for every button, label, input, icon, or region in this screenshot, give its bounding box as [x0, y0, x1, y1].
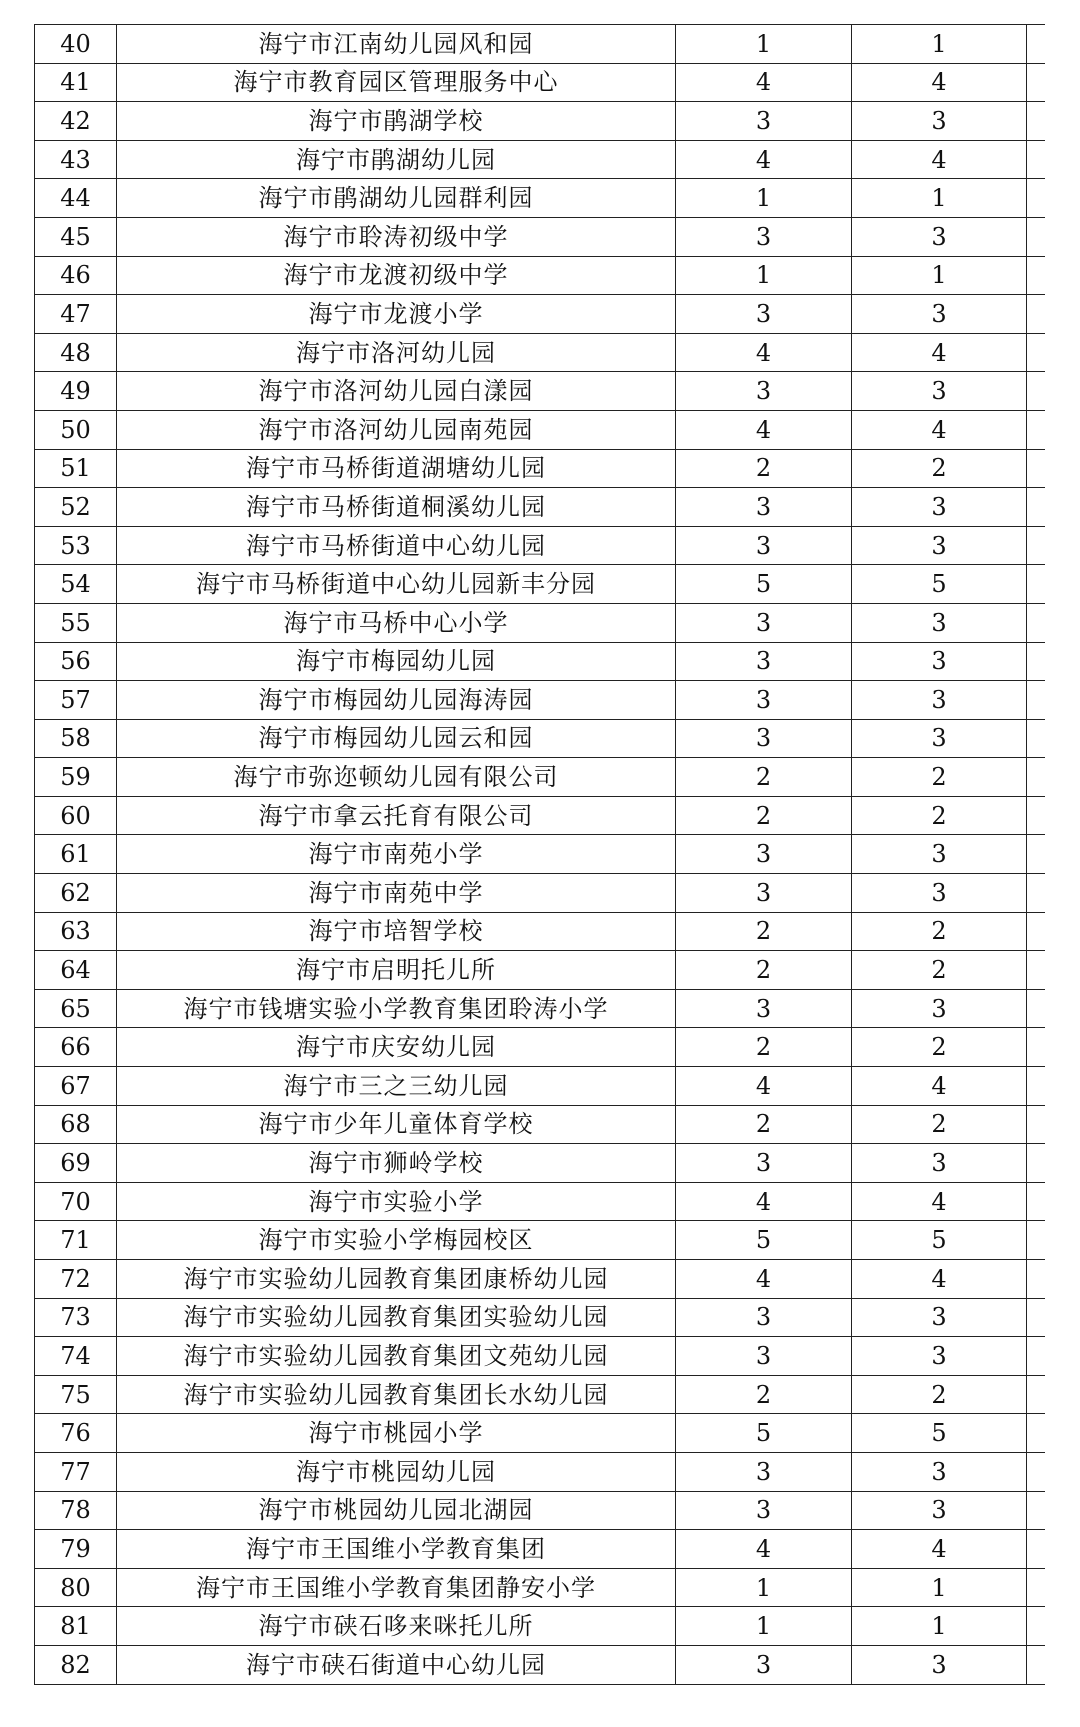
table-row: [35, 333, 1045, 372]
value-a-cell: 3: [676, 1298, 852, 1337]
table-edge-cell: [1027, 1298, 1045, 1337]
row-number-cell: 54: [35, 565, 117, 604]
unit-name-cell: 海宁市桃园小学: [117, 1414, 676, 1453]
value-a-cell: 1: [676, 1568, 852, 1607]
row-number-cell: 63: [35, 912, 117, 951]
row-number-cell: 66: [35, 1028, 117, 1067]
table-row: [35, 25, 1045, 64]
table-edge-cell: [1027, 642, 1045, 681]
value-b-cell: 3: [852, 989, 1027, 1028]
value-b-cell: 1: [852, 1568, 1027, 1607]
value-a-cell: 3: [676, 1645, 852, 1684]
table-edge-cell: [1027, 333, 1045, 372]
table-edge-cell: [1027, 1144, 1045, 1183]
row-number-cell: 69: [35, 1144, 117, 1183]
unit-name-cell: 海宁市钱塘实验小学教育集团聆涛小学: [117, 989, 676, 1028]
unit-name-cell: 海宁市鹃湖学校: [117, 102, 676, 141]
table-row: [35, 1260, 1045, 1299]
unit-name-cell: 海宁市王国维小学教育集团静安小学: [117, 1568, 676, 1607]
value-a-cell: 4: [676, 1260, 852, 1299]
unit-name-cell: 海宁市三之三幼儿园: [117, 1067, 676, 1106]
row-number-cell: 53: [35, 526, 117, 565]
value-b-cell: 3: [852, 295, 1027, 334]
value-b-cell: 1: [852, 1607, 1027, 1646]
unit-name-cell: 海宁市拿云托育有限公司: [117, 796, 676, 835]
document-sheet: [34, 24, 1044, 1685]
value-a-cell: 2: [676, 1028, 852, 1067]
value-a-cell: 3: [676, 1491, 852, 1530]
table-row: [35, 642, 1045, 681]
value-a-cell: 3: [676, 526, 852, 565]
table-edge-cell: [1027, 102, 1045, 141]
row-number-cell: 40: [35, 25, 117, 64]
row-number-cell: 82: [35, 1645, 117, 1684]
unit-name-cell: 海宁市南苑中学: [117, 874, 676, 913]
value-b-cell: 3: [852, 1337, 1027, 1376]
unit-name-cell: 海宁市梅园幼儿园云和园: [117, 719, 676, 758]
unit-name-cell: 海宁市实验幼儿园教育集团长水幼儿园: [117, 1375, 676, 1414]
table-row: [35, 1607, 1045, 1646]
value-b-cell: 3: [852, 874, 1027, 913]
unit-name-cell: 海宁市鹃湖幼儿园: [117, 140, 676, 179]
value-b-cell: 2: [852, 1375, 1027, 1414]
table-edge-cell: [1027, 1452, 1045, 1491]
value-a-cell: 2: [676, 1105, 852, 1144]
value-b-cell: 3: [852, 1144, 1027, 1183]
value-a-cell: 1: [676, 256, 852, 295]
unit-name-cell: 海宁市马桥街道桐溪幼儿园: [117, 488, 676, 527]
unit-name-cell: 海宁市龙渡初级中学: [117, 256, 676, 295]
unit-name-cell: 海宁市桃园幼儿园北湖园: [117, 1491, 676, 1530]
table-edge-cell: [1027, 1530, 1045, 1569]
table-row: [35, 1221, 1045, 1260]
value-a-cell: 3: [676, 372, 852, 411]
table-row: [35, 217, 1045, 256]
value-b-cell: 4: [852, 333, 1027, 372]
value-a-cell: 3: [676, 719, 852, 758]
table-row: [35, 1491, 1045, 1530]
table-edge-cell: [1027, 140, 1045, 179]
value-a-cell: 4: [676, 140, 852, 179]
value-a-cell: 4: [676, 1182, 852, 1221]
row-number-cell: 77: [35, 1452, 117, 1491]
unit-name-cell: 海宁市马桥街道中心幼儿园新丰分园: [117, 565, 676, 604]
value-b-cell: 5: [852, 565, 1027, 604]
value-b-cell: 4: [852, 410, 1027, 449]
table-edge-cell: [1027, 256, 1045, 295]
value-a-cell: 3: [676, 488, 852, 527]
table-row: [35, 1375, 1045, 1414]
table-edge-cell: [1027, 1105, 1045, 1144]
table-row: [35, 102, 1045, 141]
unit-name-cell: 海宁市硖石哆来咪托儿所: [117, 1607, 676, 1646]
table-row: [35, 603, 1045, 642]
table-edge-cell: [1027, 603, 1045, 642]
value-a-cell: 3: [676, 295, 852, 334]
table-row: [35, 295, 1045, 334]
row-number-cell: 68: [35, 1105, 117, 1144]
table-edge-cell: [1027, 25, 1045, 64]
unit-name-cell: 海宁市梅园幼儿园海涛园: [117, 681, 676, 720]
row-number-cell: 73: [35, 1298, 117, 1337]
table-row: [35, 912, 1045, 951]
value-b-cell: 1: [852, 256, 1027, 295]
row-number-cell: 48: [35, 333, 117, 372]
row-number-cell: 49: [35, 372, 117, 411]
row-number-cell: 80: [35, 1568, 117, 1607]
table-edge-cell: [1027, 1568, 1045, 1607]
table-edge-cell: [1027, 488, 1045, 527]
value-b-cell: 3: [852, 526, 1027, 565]
value-a-cell: 2: [676, 758, 852, 797]
table-row: [35, 1645, 1045, 1684]
table-edge-cell: [1027, 1221, 1045, 1260]
table-row: [35, 796, 1045, 835]
table-row: [35, 1144, 1045, 1183]
unit-name-cell: 海宁市实验小学梅园校区: [117, 1221, 676, 1260]
value-b-cell: 4: [852, 140, 1027, 179]
table-row: [35, 1298, 1045, 1337]
value-a-cell: 2: [676, 951, 852, 990]
value-b-cell: 3: [852, 681, 1027, 720]
value-a-cell: 3: [676, 603, 852, 642]
row-number-cell: 56: [35, 642, 117, 681]
table-edge-cell: [1027, 796, 1045, 835]
value-a-cell: 3: [676, 989, 852, 1028]
unit-name-cell: 海宁市硖石街道中心幼儿园: [117, 1645, 676, 1684]
value-a-cell: 3: [676, 642, 852, 681]
row-number-cell: 60: [35, 796, 117, 835]
unit-name-cell: 海宁市实验幼儿园教育集团康桥幼儿园: [117, 1260, 676, 1299]
table-row: [35, 140, 1045, 179]
table-row: [35, 1067, 1045, 1106]
row-number-cell: 71: [35, 1221, 117, 1260]
value-b-cell: 3: [852, 1298, 1027, 1337]
row-number-cell: 42: [35, 102, 117, 141]
value-a-cell: 5: [676, 1414, 852, 1453]
unit-name-cell: 海宁市实验幼儿园教育集团实验幼儿园: [117, 1298, 676, 1337]
value-a-cell: 3: [676, 102, 852, 141]
value-b-cell: 2: [852, 951, 1027, 990]
unit-name-cell: 海宁市培智学校: [117, 912, 676, 951]
data-table: [34, 24, 1045, 1685]
row-number-cell: 67: [35, 1067, 117, 1106]
row-number-cell: 47: [35, 295, 117, 334]
value-a-cell: 2: [676, 449, 852, 488]
table-edge-cell: [1027, 217, 1045, 256]
row-number-cell: 75: [35, 1375, 117, 1414]
table-row: [35, 565, 1045, 604]
unit-name-cell: 海宁市洛河幼儿园: [117, 333, 676, 372]
value-b-cell: 3: [852, 1645, 1027, 1684]
row-number-cell: 61: [35, 835, 117, 874]
unit-name-cell: 海宁市少年儿童体育学校: [117, 1105, 676, 1144]
table-edge-cell: [1027, 372, 1045, 411]
row-number-cell: 76: [35, 1414, 117, 1453]
value-b-cell: 3: [852, 1452, 1027, 1491]
value-b-cell: 3: [852, 1491, 1027, 1530]
table-edge-cell: [1027, 1607, 1045, 1646]
value-a-cell: 4: [676, 1067, 852, 1106]
table-row: [35, 1105, 1045, 1144]
unit-name-cell: 海宁市狮岭学校: [117, 1144, 676, 1183]
table-edge-cell: [1027, 63, 1045, 102]
value-a-cell: 2: [676, 1375, 852, 1414]
value-a-cell: 3: [676, 1452, 852, 1491]
table-row: [35, 1337, 1045, 1376]
row-number-cell: 51: [35, 449, 117, 488]
value-b-cell: 3: [852, 642, 1027, 681]
table-row: [35, 63, 1045, 102]
row-number-cell: 81: [35, 1607, 117, 1646]
row-number-cell: 79: [35, 1530, 117, 1569]
row-number-cell: 65: [35, 989, 117, 1028]
table-row: [35, 874, 1045, 913]
unit-name-cell: 海宁市马桥中心小学: [117, 603, 676, 642]
table-edge-cell: [1027, 835, 1045, 874]
table-row: [35, 526, 1045, 565]
unit-name-cell: 海宁市江南幼儿园风和园: [117, 25, 676, 64]
value-b-cell: 4: [852, 1182, 1027, 1221]
table-edge-cell: [1027, 565, 1045, 604]
value-a-cell: 1: [676, 25, 852, 64]
value-a-cell: 4: [676, 410, 852, 449]
table-edge-cell: [1027, 1414, 1045, 1453]
unit-name-cell: 海宁市龙渡小学: [117, 295, 676, 334]
unit-name-cell: 海宁市梅园幼儿园: [117, 642, 676, 681]
table-edge-cell: [1027, 1645, 1045, 1684]
table-edge-cell: [1027, 1067, 1045, 1106]
row-number-cell: 45: [35, 217, 117, 256]
value-b-cell: 4: [852, 1067, 1027, 1106]
table-edge-cell: [1027, 1260, 1045, 1299]
value-a-cell: 3: [676, 1337, 852, 1376]
value-b-cell: 2: [852, 758, 1027, 797]
row-number-cell: 70: [35, 1182, 117, 1221]
value-a-cell: 3: [676, 681, 852, 720]
table-row: [35, 256, 1045, 295]
value-b-cell: 1: [852, 25, 1027, 64]
table-row: [35, 681, 1045, 720]
row-number-cell: 59: [35, 758, 117, 797]
value-a-cell: 5: [676, 565, 852, 604]
value-b-cell: 1: [852, 179, 1027, 218]
row-number-cell: 50: [35, 410, 117, 449]
row-number-cell: 46: [35, 256, 117, 295]
table-row: [35, 372, 1045, 411]
row-number-cell: 41: [35, 63, 117, 102]
value-a-cell: 3: [676, 835, 852, 874]
unit-name-cell: 海宁市马桥街道湖塘幼儿园: [117, 449, 676, 488]
table-edge-cell: [1027, 912, 1045, 951]
value-a-cell: 5: [676, 1221, 852, 1260]
unit-name-cell: 海宁市洛河幼儿园白漾园: [117, 372, 676, 411]
table-row: [35, 410, 1045, 449]
value-b-cell: 4: [852, 1530, 1027, 1569]
unit-name-cell: 海宁市庆安幼儿园: [117, 1028, 676, 1067]
table-row: [35, 449, 1045, 488]
unit-name-cell: 海宁市聆涛初级中学: [117, 217, 676, 256]
row-number-cell: 43: [35, 140, 117, 179]
table-row: [35, 951, 1045, 990]
unit-name-cell: 海宁市洛河幼儿园南苑园: [117, 410, 676, 449]
row-number-cell: 74: [35, 1337, 117, 1376]
table-edge-cell: [1027, 526, 1045, 565]
value-b-cell: 5: [852, 1221, 1027, 1260]
table-edge-cell: [1027, 1028, 1045, 1067]
table-edge-cell: [1027, 1337, 1045, 1376]
unit-name-cell: 海宁市鹃湖幼儿园群利园: [117, 179, 676, 218]
unit-name-cell: 海宁市弥迩顿幼儿园有限公司: [117, 758, 676, 797]
unit-name-cell: 海宁市桃园幼儿园: [117, 1452, 676, 1491]
table-row: [35, 1452, 1045, 1491]
table-row: [35, 758, 1045, 797]
row-number-cell: 64: [35, 951, 117, 990]
value-b-cell: 2: [852, 796, 1027, 835]
value-b-cell: 3: [852, 603, 1027, 642]
row-number-cell: 44: [35, 179, 117, 218]
table-row: [35, 488, 1045, 527]
value-b-cell: 3: [852, 488, 1027, 527]
row-number-cell: 55: [35, 603, 117, 642]
unit-name-cell: 海宁市马桥街道中心幼儿园: [117, 526, 676, 565]
table-row: [35, 719, 1045, 758]
table-row: [35, 1530, 1045, 1569]
value-b-cell: 5: [852, 1414, 1027, 1453]
value-b-cell: 4: [852, 1260, 1027, 1299]
value-b-cell: 3: [852, 217, 1027, 256]
value-a-cell: 3: [676, 217, 852, 256]
table-row: [35, 1182, 1045, 1221]
value-a-cell: 2: [676, 796, 852, 835]
unit-name-cell: 海宁市实验幼儿园教育集团文苑幼儿园: [117, 1337, 676, 1376]
value-a-cell: 2: [676, 912, 852, 951]
row-number-cell: 58: [35, 719, 117, 758]
table-edge-cell: [1027, 295, 1045, 334]
table-edge-cell: [1027, 874, 1045, 913]
table-row: [35, 179, 1045, 218]
table-row: [35, 1028, 1045, 1067]
table-edge-cell: [1027, 758, 1045, 797]
row-number-cell: 52: [35, 488, 117, 527]
value-a-cell: 1: [676, 1607, 852, 1646]
value-a-cell: 4: [676, 1530, 852, 1569]
unit-name-cell: 海宁市实验小学: [117, 1182, 676, 1221]
table-edge-cell: [1027, 1491, 1045, 1530]
value-a-cell: 1: [676, 179, 852, 218]
unit-name-cell: 海宁市教育园区管理服务中心: [117, 63, 676, 102]
row-number-cell: 78: [35, 1491, 117, 1530]
value-b-cell: 2: [852, 449, 1027, 488]
value-b-cell: 3: [852, 835, 1027, 874]
row-number-cell: 72: [35, 1260, 117, 1299]
table-edge-cell: [1027, 951, 1045, 990]
table-row: [35, 1568, 1045, 1607]
row-number-cell: 62: [35, 874, 117, 913]
value-b-cell: 3: [852, 372, 1027, 411]
table-edge-cell: [1027, 719, 1045, 758]
value-a-cell: 3: [676, 1144, 852, 1183]
table-edge-cell: [1027, 1182, 1045, 1221]
table-edge-cell: [1027, 989, 1045, 1028]
value-b-cell: 4: [852, 63, 1027, 102]
table-body: [35, 25, 1045, 1685]
value-a-cell: 4: [676, 333, 852, 372]
value-b-cell: 2: [852, 1105, 1027, 1144]
row-number-cell: 57: [35, 681, 117, 720]
table-row: [35, 1414, 1045, 1453]
table-row: [35, 989, 1045, 1028]
table-row: [35, 835, 1045, 874]
unit-name-cell: 海宁市南苑小学: [117, 835, 676, 874]
unit-name-cell: 海宁市启明托儿所: [117, 951, 676, 990]
table-edge-cell: [1027, 410, 1045, 449]
value-a-cell: 3: [676, 874, 852, 913]
value-b-cell: 3: [852, 102, 1027, 141]
unit-name-cell: 海宁市王国维小学教育集团: [117, 1530, 676, 1569]
table-edge-cell: [1027, 681, 1045, 720]
value-b-cell: 2: [852, 1028, 1027, 1067]
value-b-cell: 2: [852, 912, 1027, 951]
value-b-cell: 3: [852, 719, 1027, 758]
table-edge-cell: [1027, 179, 1045, 218]
table-edge-cell: [1027, 1375, 1045, 1414]
value-a-cell: 4: [676, 63, 852, 102]
table-edge-cell: [1027, 449, 1045, 488]
